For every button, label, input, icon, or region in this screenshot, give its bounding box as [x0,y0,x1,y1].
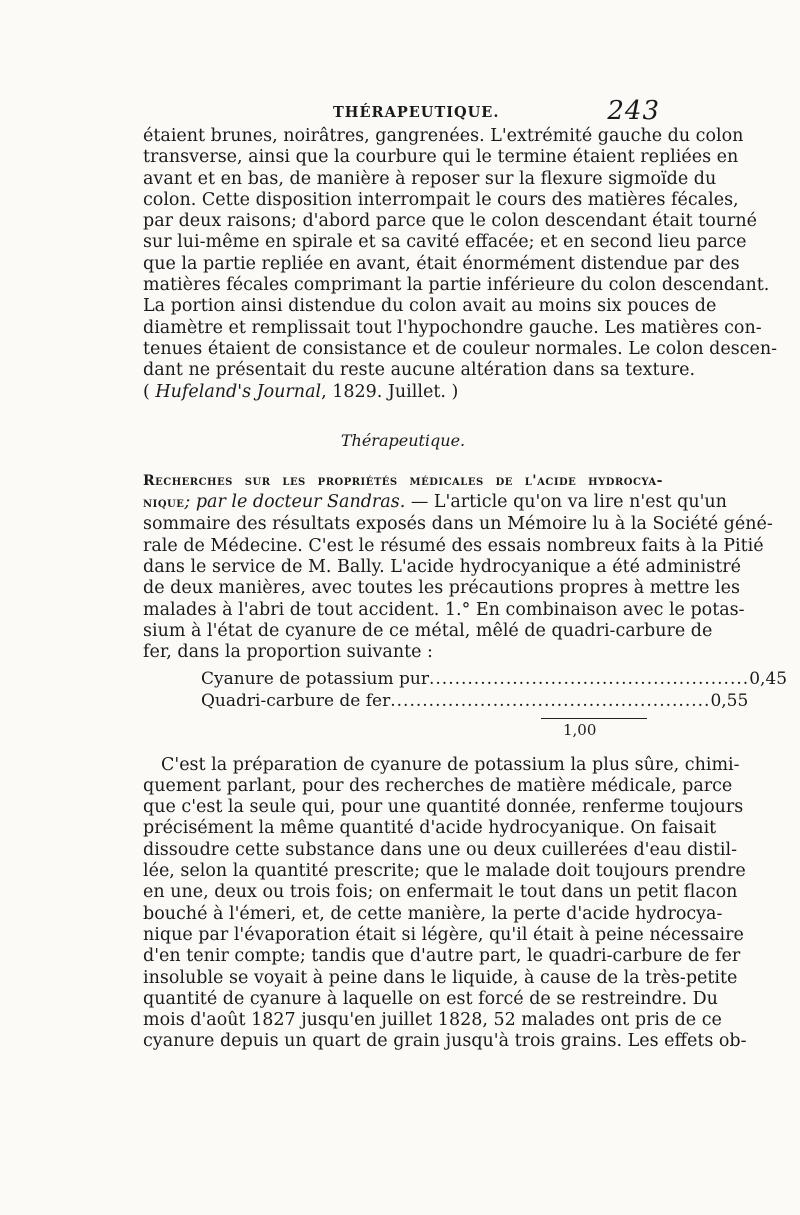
text-line: précisément la même quantité d'acide hydrocyanique. On faisait [143,818,717,839]
citation-journal: Hufeland's Journal [155,381,322,402]
text-line: nique par l'évaporation était si légère, qu'il était à peine nécessaire [143,924,744,945]
dot-leader: .................................................. [390,690,711,711]
ingredient-value: 0,55 [710,690,749,711]
text-line: lée, selon la quantité prescrite; que le malade doit toujours prendre [143,861,746,882]
paragraph-preparation [143,754,747,1053]
dot-leader: .................................................. [428,668,750,689]
text-line: malades à l'abri de tout accident. 1.° En combinaison avec le potas- [143,599,745,620]
text-line: diamètre et remplissait tout l'hypochondre gauche. Les matières con- [143,317,762,338]
article-heading-line2 [143,492,727,514]
text-line: matières fécales comprimant la partie inférieure du colon descendant. [143,275,770,296]
text-line: quantité de cyanure à laquelle on est forcé de se restreindre. Du [143,988,718,1009]
running-title: THÉRAPEUTIQUE. [333,104,500,121]
text-line: colon. Cette disposition interrompait le cours des matières fécales, [143,189,739,210]
text-line: étaient brunes, noirâtres, gangrenées. L'extrémité gauche du colon [143,126,744,146]
text-line: dissoudre cette substance dans une ou deux cuillerées d'eau distil- [143,839,738,860]
citation-line: ( Hufeland's Journal, 1829. Juillet. ) [143,381,459,402]
text-line: cyanure depuis un quart de grain jusqu'à trois grains. Les effets ob- [143,1031,747,1052]
text-line: fer, dans la proportion suivante : [143,642,433,663]
text-line: dans le service de M. Bally. L'acide hydrocyanique a été administré [143,557,741,578]
text-line: La portion ainsi distendue du colon avait au moins six pouces de [143,296,717,317]
page-number: 243 [607,96,660,126]
text-line: sommaire des résultats exposés dans un Mémoire lu à la Société géné- [143,514,773,535]
formula-row [201,668,788,690]
book-page [143,96,788,1053]
formula-total: 1,00 [563,720,597,739]
text-line: en une, deux ou trois fois; on enfermait le tout dans un petit flacon [143,882,738,903]
text-line: rale de Médecine. C'est le résumé des essais nombreux faits à la Pitié [143,535,764,556]
article-intro: — L'article qu'on va lire n'est qu'un [405,492,727,513]
text-line: sium à l'état de cyanure de ce métal, mêlé de quadri-carbure de [143,620,713,641]
text-line: dant ne présentait du reste aucune altération dans sa texture. [143,360,696,381]
text-line: tenues étaient de consistance et de couleur normales. Le colon descen- [143,338,778,359]
ingredient-name: Quadri-carbure de fer [201,690,391,711]
text-line: insoluble se voyait à peine dans le liquide, à cause de la très-petite [143,967,738,988]
text-line: mois d'août 1827 jusqu'en juillet 1828, 52 malades ont pris de ce [143,1010,722,1031]
text-line: quement parlant, pour des recherches de matière médicale, parce [143,775,733,796]
sum-rule [541,718,647,719]
ingredient-name: Cyanure de potassium pur [201,668,429,689]
page-header [143,96,663,126]
text-line: que la partie repliée en avant, était énormément distendue par des [143,253,740,274]
paragraph-colon-description [143,126,778,403]
article-heading-end: nique [143,495,185,512]
text-line: par deux raisons; d'abord parce que le colon descendant était tourné [143,211,758,232]
article-author: ; par le docteur Sandras. [184,492,406,513]
formula-row [201,690,749,712]
formula-table [143,668,788,747]
text-line: transverse, ainsi que la courbure qui le termine étaient repliées en [143,147,739,168]
ingredient-value: 0,45 [749,668,788,689]
text-line: bouché à l'émeri, et, de cette manière, la perte d'acide hydrocya- [143,903,723,924]
article-heading-text: Recherches sur les propriétés médicales de l'acide hydrocya- [143,472,663,489]
section-title: Thérapeutique. [340,430,466,450]
text-line: avant et en bas, de manière à reposer sur la flexure sigmoïde du [143,168,717,189]
text-line: C'est la préparation de cyanure de potassium la plus sûre, chimi- [161,754,740,775]
article-hydrocyanic-acid [143,470,773,664]
text-line: sur lui-même en spirale et sa cavité effacée; et en second lieu parce [143,232,747,253]
article-heading [143,470,663,492]
citation-date: , 1829. Juillet. ) [321,381,459,402]
text-line: de deux manières, avec toutes les précautions propres à mettre les [143,578,740,599]
text-line: d'en tenir compte; tandis que d'autre part, le quadri-carbure de fer [143,946,741,967]
text-line: que c'est la seule qui, pour une quantité donnée, renferme toujours [143,797,744,818]
